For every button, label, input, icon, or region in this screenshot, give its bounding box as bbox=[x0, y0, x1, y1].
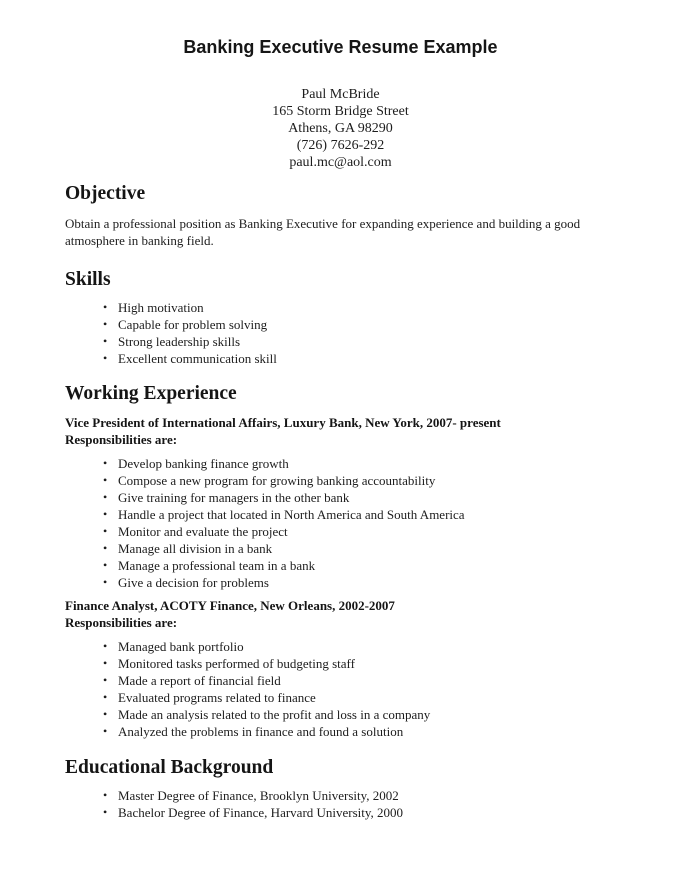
education-item: • Master Degree of Finance, Brooklyn University, 2002 bbox=[118, 787, 616, 804]
education-heading: Educational Background bbox=[65, 757, 274, 778]
skills-list bbox=[65, 299, 616, 367]
job-title: Finance Analyst, ACOTY Finance, New Orleans, 2002-2007 bbox=[65, 598, 395, 613]
duty-item: • Managed bank portfolio bbox=[118, 638, 616, 655]
skill-item: • Capable for problem solving bbox=[118, 316, 616, 333]
objective-heading: Objective bbox=[65, 183, 146, 204]
job-title: Vice President of International Affairs, Luxury Bank, New York, 2007- present bbox=[65, 415, 501, 430]
skill-item: • Strong leadership skills bbox=[118, 333, 616, 350]
section-experience bbox=[65, 382, 616, 740]
job-duties-list bbox=[65, 455, 616, 591]
education-item: • Bachelor Degree of Finance, Harvard University, 2000 bbox=[118, 804, 616, 821]
objective-text: Obtain a professional position as Banking Executive for expanding experience and building a good atmosphere in banking field. bbox=[65, 216, 581, 248]
job-duties-list bbox=[65, 638, 616, 740]
duty-item: • Evaluated programs related to finance bbox=[118, 689, 616, 706]
section-objective bbox=[65, 182, 616, 249]
contact-city-state-zip: Athens, GA 98290 bbox=[288, 121, 393, 136]
responsibilities-label: Responsibilities are: bbox=[65, 432, 178, 447]
page-title: Banking Executive Resume Example bbox=[183, 37, 498, 57]
responsibilities-label: Responsibilities are: bbox=[65, 615, 178, 630]
duty-item: • Made an analysis related to the profit and loss in a company bbox=[118, 706, 616, 723]
duty-item: • Manage a professional team in a bank bbox=[118, 557, 616, 574]
skill-item: • High motivation bbox=[118, 299, 616, 316]
duty-item: • Analyzed the problems in finance and found a solution bbox=[118, 723, 616, 740]
contact-street: 165 Storm Bridge Street bbox=[272, 104, 409, 119]
duty-item: • Give training for managers in the other bank bbox=[118, 489, 616, 506]
education-list bbox=[65, 787, 616, 821]
experience-heading: Working Experience bbox=[65, 383, 237, 404]
duty-item: • Compose a new program for growing banking accountability bbox=[118, 472, 616, 489]
section-education bbox=[65, 756, 616, 821]
contact-name: Paul McBride bbox=[301, 87, 380, 102]
duty-item: • Made a report of financial field bbox=[118, 672, 616, 689]
duty-item: • Handle a project that located in North America and South America bbox=[118, 506, 616, 523]
job-header bbox=[65, 597, 616, 631]
duty-item: • Give a decision for problems bbox=[118, 574, 616, 591]
duty-item: • Monitor and evaluate the project bbox=[118, 523, 616, 540]
contact-email: paul.mc@aol.com bbox=[289, 155, 392, 170]
job-entry-1 bbox=[65, 414, 616, 591]
job-header bbox=[65, 414, 616, 448]
duty-item: • Monitored tasks performed of budgeting staff bbox=[118, 655, 616, 672]
duty-item: • Develop banking finance growth bbox=[118, 455, 616, 472]
duty-item: • Manage all division in a bank bbox=[118, 540, 616, 557]
skill-item: • Excellent communication skill bbox=[118, 350, 616, 367]
contact-phone: (726) 7626-292 bbox=[296, 138, 385, 153]
contact-block bbox=[65, 86, 616, 171]
skills-heading: Skills bbox=[65, 269, 111, 290]
section-skills bbox=[65, 268, 616, 367]
job-entry-2 bbox=[65, 597, 616, 740]
